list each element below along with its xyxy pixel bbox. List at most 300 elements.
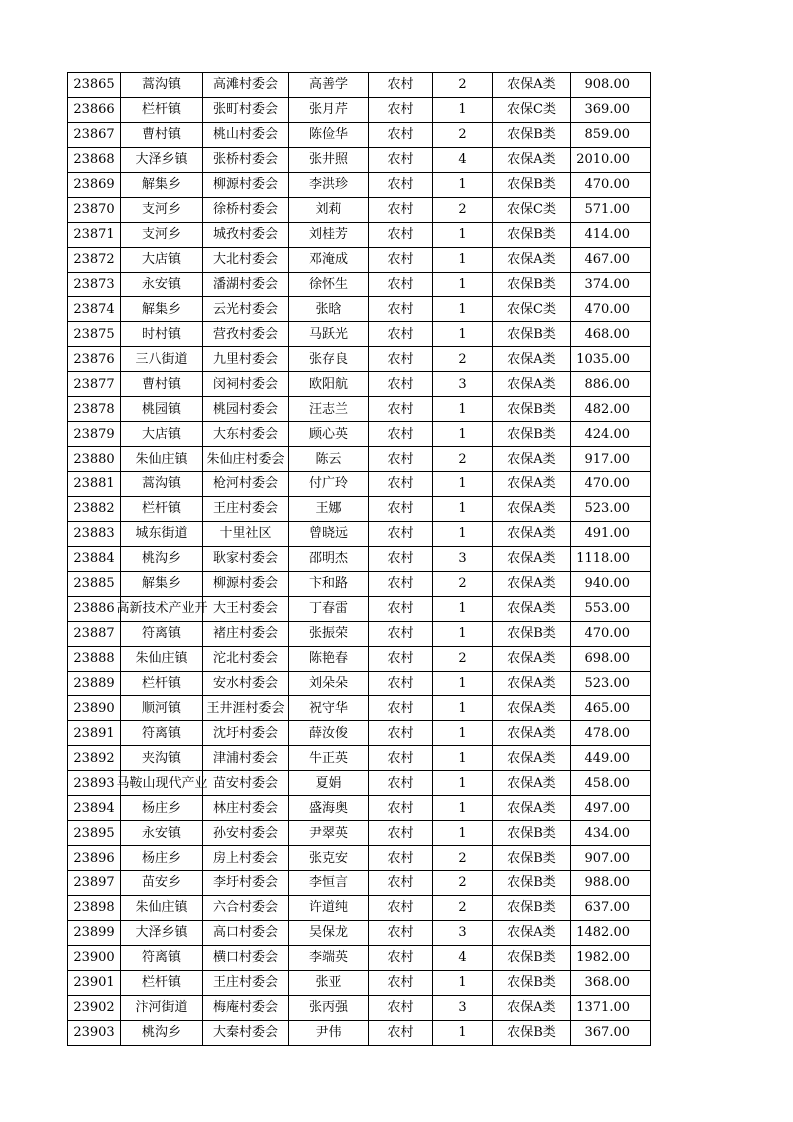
area-type-cell: 农村 (369, 995, 433, 1020)
area-type-cell: 农村 (369, 197, 433, 222)
name-cell: 张月芹 (289, 97, 369, 122)
record-id: 23893 (68, 771, 121, 796)
count-cell: 1 (433, 496, 493, 521)
village-cell: 大王村委会 (203, 596, 289, 621)
amount-cell: 1982.00 (571, 945, 651, 970)
record-id: 23903 (68, 1020, 121, 1045)
amount-cell: 470.00 (571, 172, 651, 197)
amount-cell: 523.00 (571, 496, 651, 521)
category-cell: 农保B类 (493, 895, 571, 920)
count-cell: 1 (433, 247, 493, 272)
table-row (68, 895, 651, 920)
count-cell: 1 (433, 796, 493, 821)
town-cell: 城东街道 (121, 521, 203, 546)
area-type-cell: 农村 (369, 322, 433, 347)
amount-cell: 988.00 (571, 871, 651, 896)
count-cell: 1 (433, 746, 493, 771)
area-type-cell: 农村 (369, 422, 433, 447)
category-cell: 农保A类 (493, 721, 571, 746)
category-cell: 农保A类 (493, 247, 571, 272)
name-cell: 张振荣 (289, 621, 369, 646)
amount-cell: 1371.00 (571, 995, 651, 1020)
area-type-cell: 农村 (369, 73, 433, 98)
name-cell: 张亚 (289, 970, 369, 995)
record-id: 23879 (68, 422, 121, 447)
table-row (68, 646, 651, 671)
amount-cell: 637.00 (571, 895, 651, 920)
count-cell: 1 (433, 521, 493, 546)
count-cell: 3 (433, 546, 493, 571)
amount-cell: 368.00 (571, 970, 651, 995)
name-cell: 陈艳春 (289, 646, 369, 671)
table-row (68, 596, 651, 621)
village-cell: 孙安村委会 (203, 821, 289, 846)
amount-cell: 917.00 (571, 447, 651, 472)
town-cell: 杨庄乡 (121, 846, 203, 871)
amount-cell: 2010.00 (571, 147, 651, 172)
category-cell: 农保A类 (493, 646, 571, 671)
record-id: 23871 (68, 222, 121, 247)
category-cell: 农保A类 (493, 920, 571, 945)
count-cell: 1 (433, 970, 493, 995)
category-cell: 农保A类 (493, 73, 571, 98)
count-cell: 3 (433, 995, 493, 1020)
area-type-cell: 农村 (369, 496, 433, 521)
category-cell: 农保B类 (493, 871, 571, 896)
count-cell: 1 (433, 397, 493, 422)
town-cell: 朱仙庄镇 (121, 646, 203, 671)
count-cell: 1 (433, 671, 493, 696)
amount-cell: 470.00 (571, 297, 651, 322)
village-cell: 枪河村委会 (203, 472, 289, 497)
category-cell: 农保A类 (493, 746, 571, 771)
amount-cell: 907.00 (571, 846, 651, 871)
table-row (68, 397, 651, 422)
town-cell: 杨庄乡 (121, 796, 203, 821)
record-id: 23866 (68, 97, 121, 122)
table-row (68, 571, 651, 596)
record-id: 23894 (68, 796, 121, 821)
village-cell: 房上村委会 (203, 846, 289, 871)
table-row (68, 496, 651, 521)
table-row (68, 472, 651, 497)
amount-cell: 478.00 (571, 721, 651, 746)
table-row (68, 821, 651, 846)
area-type-cell: 农村 (369, 97, 433, 122)
town-cell: 桃园镇 (121, 397, 203, 422)
town-cell: 曹村镇 (121, 372, 203, 397)
table-row (68, 1020, 651, 1045)
name-cell: 欧阳航 (289, 372, 369, 397)
area-type-cell: 农村 (369, 1020, 433, 1045)
table-row (68, 97, 651, 122)
area-type-cell: 农村 (369, 746, 433, 771)
village-cell: 朱仙庄村委会 (203, 447, 289, 472)
count-cell: 4 (433, 945, 493, 970)
area-type-cell: 农村 (369, 721, 433, 746)
amount-cell: 449.00 (571, 746, 651, 771)
record-id: 23883 (68, 521, 121, 546)
amount-cell: 1482.00 (571, 920, 651, 945)
area-type-cell: 农村 (369, 846, 433, 871)
name-cell: 曾晓远 (289, 521, 369, 546)
category-cell: 农保A类 (493, 571, 571, 596)
count-cell: 1 (433, 721, 493, 746)
area-type-cell: 农村 (369, 247, 433, 272)
category-cell: 农保B类 (493, 122, 571, 147)
record-id: 23898 (68, 895, 121, 920)
count-cell: 2 (433, 646, 493, 671)
category-cell: 农保A类 (493, 771, 571, 796)
area-type-cell: 农村 (369, 272, 433, 297)
name-cell: 盛海奥 (289, 796, 369, 821)
area-type-cell: 农村 (369, 521, 433, 546)
town-cell: 时村镇 (121, 322, 203, 347)
town-cell: 朱仙庄镇 (121, 447, 203, 472)
amount-cell: 698.00 (571, 646, 651, 671)
category-cell: 农保B类 (493, 945, 571, 970)
category-cell: 农保B类 (493, 272, 571, 297)
amount-cell: 467.00 (571, 247, 651, 272)
area-type-cell: 农村 (369, 646, 433, 671)
area-type-cell: 农村 (369, 621, 433, 646)
area-type-cell: 农村 (369, 796, 433, 821)
category-cell: 农保B类 (493, 322, 571, 347)
category-cell: 农保B类 (493, 422, 571, 447)
table-body (68, 73, 651, 1046)
village-cell: 十里社区 (203, 521, 289, 546)
town-cell: 支河乡 (121, 222, 203, 247)
area-type-cell: 农村 (369, 821, 433, 846)
count-cell: 2 (433, 73, 493, 98)
table-row (68, 721, 651, 746)
village-cell: 张桥村委会 (203, 147, 289, 172)
village-cell: 大东村委会 (203, 422, 289, 447)
village-cell: 梅庵村委会 (203, 995, 289, 1020)
village-cell: 王庄村委会 (203, 496, 289, 521)
amount-cell: 1035.00 (571, 347, 651, 372)
record-id: 23875 (68, 322, 121, 347)
town-cell: 符离镇 (121, 621, 203, 646)
town-cell: 大泽乡镇 (121, 147, 203, 172)
table-row (68, 696, 651, 721)
category-cell: 农保A类 (493, 347, 571, 372)
count-cell: 2 (433, 197, 493, 222)
village-cell: 潘湖村委会 (203, 272, 289, 297)
category-cell: 农保A类 (493, 496, 571, 521)
record-id: 23865 (68, 73, 121, 98)
name-cell: 高善学 (289, 73, 369, 98)
count-cell: 2 (433, 447, 493, 472)
category-cell: 农保B类 (493, 222, 571, 247)
name-cell: 邵明杰 (289, 546, 369, 571)
town-cell: 大店镇 (121, 422, 203, 447)
name-cell: 张晗 (289, 297, 369, 322)
amount-cell: 434.00 (571, 821, 651, 846)
record-id: 23891 (68, 721, 121, 746)
village-cell: 六合村委会 (203, 895, 289, 920)
name-cell: 刘桂芳 (289, 222, 369, 247)
village-cell: 柳源村委会 (203, 172, 289, 197)
name-cell: 夏娟 (289, 771, 369, 796)
table-row (68, 297, 651, 322)
category-cell: 农保A类 (493, 147, 571, 172)
town-cell: 顺河镇 (121, 696, 203, 721)
record-id: 23881 (68, 472, 121, 497)
category-cell: 农保B类 (493, 970, 571, 995)
village-cell: 李圩村委会 (203, 871, 289, 896)
amount-cell: 886.00 (571, 372, 651, 397)
record-id: 23869 (68, 172, 121, 197)
record-id: 23880 (68, 447, 121, 472)
area-type-cell: 农村 (369, 172, 433, 197)
name-cell: 许道纯 (289, 895, 369, 920)
name-cell: 张丙强 (289, 995, 369, 1020)
town-cell: 永安镇 (121, 272, 203, 297)
record-id: 23897 (68, 871, 121, 896)
record-id: 23887 (68, 621, 121, 646)
name-cell: 张存良 (289, 347, 369, 372)
town-cell: 大泽乡镇 (121, 920, 203, 945)
town-cell-text: 高新技术产业开 (116, 601, 208, 617)
record-id: 23867 (68, 122, 121, 147)
table-row (68, 871, 651, 896)
area-type-cell: 农村 (369, 122, 433, 147)
category-cell: 农保A类 (493, 671, 571, 696)
area-type-cell: 农村 (369, 546, 433, 571)
amount-cell: 369.00 (571, 97, 651, 122)
name-cell: 吴保龙 (289, 920, 369, 945)
village-cell: 柳源村委会 (203, 571, 289, 596)
amount-cell: 482.00 (571, 397, 651, 422)
table-row (68, 222, 651, 247)
count-cell: 1 (433, 596, 493, 621)
record-id: 23882 (68, 496, 121, 521)
record-id: 23885 (68, 571, 121, 596)
area-type-cell: 农村 (369, 771, 433, 796)
table-row (68, 172, 651, 197)
town-cell: 苗安乡 (121, 871, 203, 896)
name-cell: 徐怀生 (289, 272, 369, 297)
area-type-cell: 农村 (369, 447, 433, 472)
record-id: 23895 (68, 821, 121, 846)
area-type-cell: 农村 (369, 895, 433, 920)
amount-cell: 374.00 (571, 272, 651, 297)
name-cell: 尹翠英 (289, 821, 369, 846)
name-cell: 陈俭华 (289, 122, 369, 147)
category-cell: 农保A类 (493, 521, 571, 546)
area-type-cell: 农村 (369, 147, 433, 172)
table-row (68, 422, 651, 447)
village-cell: 安水村委会 (203, 671, 289, 696)
record-id: 23902 (68, 995, 121, 1020)
name-cell: 马跃光 (289, 322, 369, 347)
name-cell: 李恒言 (289, 871, 369, 896)
count-cell: 4 (433, 147, 493, 172)
amount-cell: 465.00 (571, 696, 651, 721)
amount-cell: 553.00 (571, 596, 651, 621)
area-type-cell: 农村 (369, 920, 433, 945)
record-id: 23886 (68, 596, 121, 621)
table-row (68, 347, 651, 372)
table-row (68, 995, 651, 1020)
category-cell: 农保B类 (493, 821, 571, 846)
count-cell: 3 (433, 920, 493, 945)
town-cell: 三八街道 (121, 347, 203, 372)
name-cell: 刘莉 (289, 197, 369, 222)
village-cell: 桃园村委会 (203, 397, 289, 422)
category-cell: 农保B类 (493, 846, 571, 871)
area-type-cell: 农村 (369, 970, 433, 995)
town-cell: 栏杆镇 (121, 970, 203, 995)
village-cell: 津浦村委会 (203, 746, 289, 771)
village-cell: 张町村委会 (203, 97, 289, 122)
village-cell: 桃山村委会 (203, 122, 289, 147)
table-row (68, 746, 651, 771)
record-id: 23877 (68, 372, 121, 397)
village-cell: 王庄村委会 (203, 970, 289, 995)
record-id: 23878 (68, 397, 121, 422)
record-id: 23873 (68, 272, 121, 297)
category-cell: 农保B类 (493, 621, 571, 646)
village-cell: 大秦村委会 (203, 1020, 289, 1045)
area-type-cell: 农村 (369, 571, 433, 596)
village-cell: 城孜村委会 (203, 222, 289, 247)
village-cell: 徐桥村委会 (203, 197, 289, 222)
village-cell: 林庄村委会 (203, 796, 289, 821)
town-cell: 大店镇 (121, 247, 203, 272)
amount-cell: 468.00 (571, 322, 651, 347)
count-cell: 1 (433, 272, 493, 297)
count-cell: 2 (433, 122, 493, 147)
town-cell: 栏杆镇 (121, 496, 203, 521)
amount-cell: 491.00 (571, 521, 651, 546)
amount-cell: 497.00 (571, 796, 651, 821)
category-cell: 农保C类 (493, 97, 571, 122)
count-cell: 2 (433, 871, 493, 896)
name-cell: 王娜 (289, 496, 369, 521)
count-cell: 1 (433, 696, 493, 721)
count-cell: 2 (433, 895, 493, 920)
village-cell: 沈圩村委会 (203, 721, 289, 746)
area-type-cell: 农村 (369, 871, 433, 896)
table-row (68, 73, 651, 98)
town-cell: 蒿沟镇 (121, 472, 203, 497)
village-cell: 高滩村委会 (203, 73, 289, 98)
count-cell: 1 (433, 821, 493, 846)
town-cell: 朱仙庄镇 (121, 895, 203, 920)
town-cell: 桃沟乡 (121, 1020, 203, 1045)
category-cell: 农保C类 (493, 197, 571, 222)
category-cell: 农保A类 (493, 546, 571, 571)
table-row (68, 846, 651, 871)
record-id: 23901 (68, 970, 121, 995)
amount-cell: 1118.00 (571, 546, 651, 571)
name-cell: 牛正英 (289, 746, 369, 771)
record-id: 23874 (68, 297, 121, 322)
village-cell: 王井涯村委会 (203, 696, 289, 721)
town-cell-clipped (116, 597, 208, 620)
name-cell: 顾心英 (289, 422, 369, 447)
name-cell: 张井照 (289, 147, 369, 172)
town-cell: 蒿沟镇 (121, 73, 203, 98)
name-cell: 汪志兰 (289, 397, 369, 422)
town-cell: 解集乡 (121, 571, 203, 596)
name-cell: 薛汝俊 (289, 721, 369, 746)
village-cell: 耿家村委会 (203, 546, 289, 571)
amount-cell: 367.00 (571, 1020, 651, 1045)
town-cell-clipped (116, 772, 208, 795)
town-cell: 夹沟镇 (121, 746, 203, 771)
village-cell: 闵祠村委会 (203, 372, 289, 397)
table-row (68, 272, 651, 297)
name-cell: 李端英 (289, 945, 369, 970)
table-row (68, 970, 651, 995)
amount-cell: 908.00 (571, 73, 651, 98)
area-type-cell: 农村 (369, 472, 433, 497)
area-type-cell: 农村 (369, 372, 433, 397)
town-cell (116, 771, 208, 796)
amount-cell: 571.00 (571, 197, 651, 222)
table-row (68, 122, 651, 147)
record-id: 23870 (68, 197, 121, 222)
table-row (68, 521, 651, 546)
town-cell: 汴河街道 (121, 995, 203, 1020)
name-cell: 邓淹成 (289, 247, 369, 272)
category-cell: 农保C类 (493, 297, 571, 322)
record-id: 23888 (68, 646, 121, 671)
village-cell: 九里村委会 (203, 347, 289, 372)
category-cell: 农保A类 (493, 796, 571, 821)
count-cell: 2 (433, 347, 493, 372)
category-cell: 农保B类 (493, 1020, 571, 1045)
name-cell: 祝守华 (289, 696, 369, 721)
town-cell: 解集乡 (121, 172, 203, 197)
amount-cell: 470.00 (571, 621, 651, 646)
name-cell: 刘朵朵 (289, 671, 369, 696)
name-cell: 李洪珍 (289, 172, 369, 197)
town-cell: 栏杆镇 (121, 671, 203, 696)
village-cell: 褚庄村委会 (203, 621, 289, 646)
area-type-cell: 农村 (369, 671, 433, 696)
record-id: 23876 (68, 347, 121, 372)
record-id: 23896 (68, 846, 121, 871)
record-id: 23868 (68, 147, 121, 172)
record-id: 23900 (68, 945, 121, 970)
area-type-cell: 农村 (369, 596, 433, 621)
table-row (68, 372, 651, 397)
town-cell: 永安镇 (121, 821, 203, 846)
name-cell: 付广玲 (289, 472, 369, 497)
category-cell: 农保A类 (493, 472, 571, 497)
amount-cell: 414.00 (571, 222, 651, 247)
town-cell (116, 596, 208, 621)
village-cell: 大北村委会 (203, 247, 289, 272)
amount-cell: 859.00 (571, 122, 651, 147)
table-row (68, 546, 651, 571)
table-row (68, 671, 651, 696)
table-row (68, 920, 651, 945)
town-cell-text: 马鞍山现代产业 (116, 775, 208, 791)
village-cell: 苗安村委会 (203, 771, 289, 796)
category-cell: 农保A类 (493, 696, 571, 721)
amount-cell: 940.00 (571, 571, 651, 596)
town-cell: 符离镇 (121, 721, 203, 746)
area-type-cell: 农村 (369, 297, 433, 322)
town-cell: 曹村镇 (121, 122, 203, 147)
record-id: 23899 (68, 920, 121, 945)
area-type-cell: 农村 (369, 222, 433, 247)
